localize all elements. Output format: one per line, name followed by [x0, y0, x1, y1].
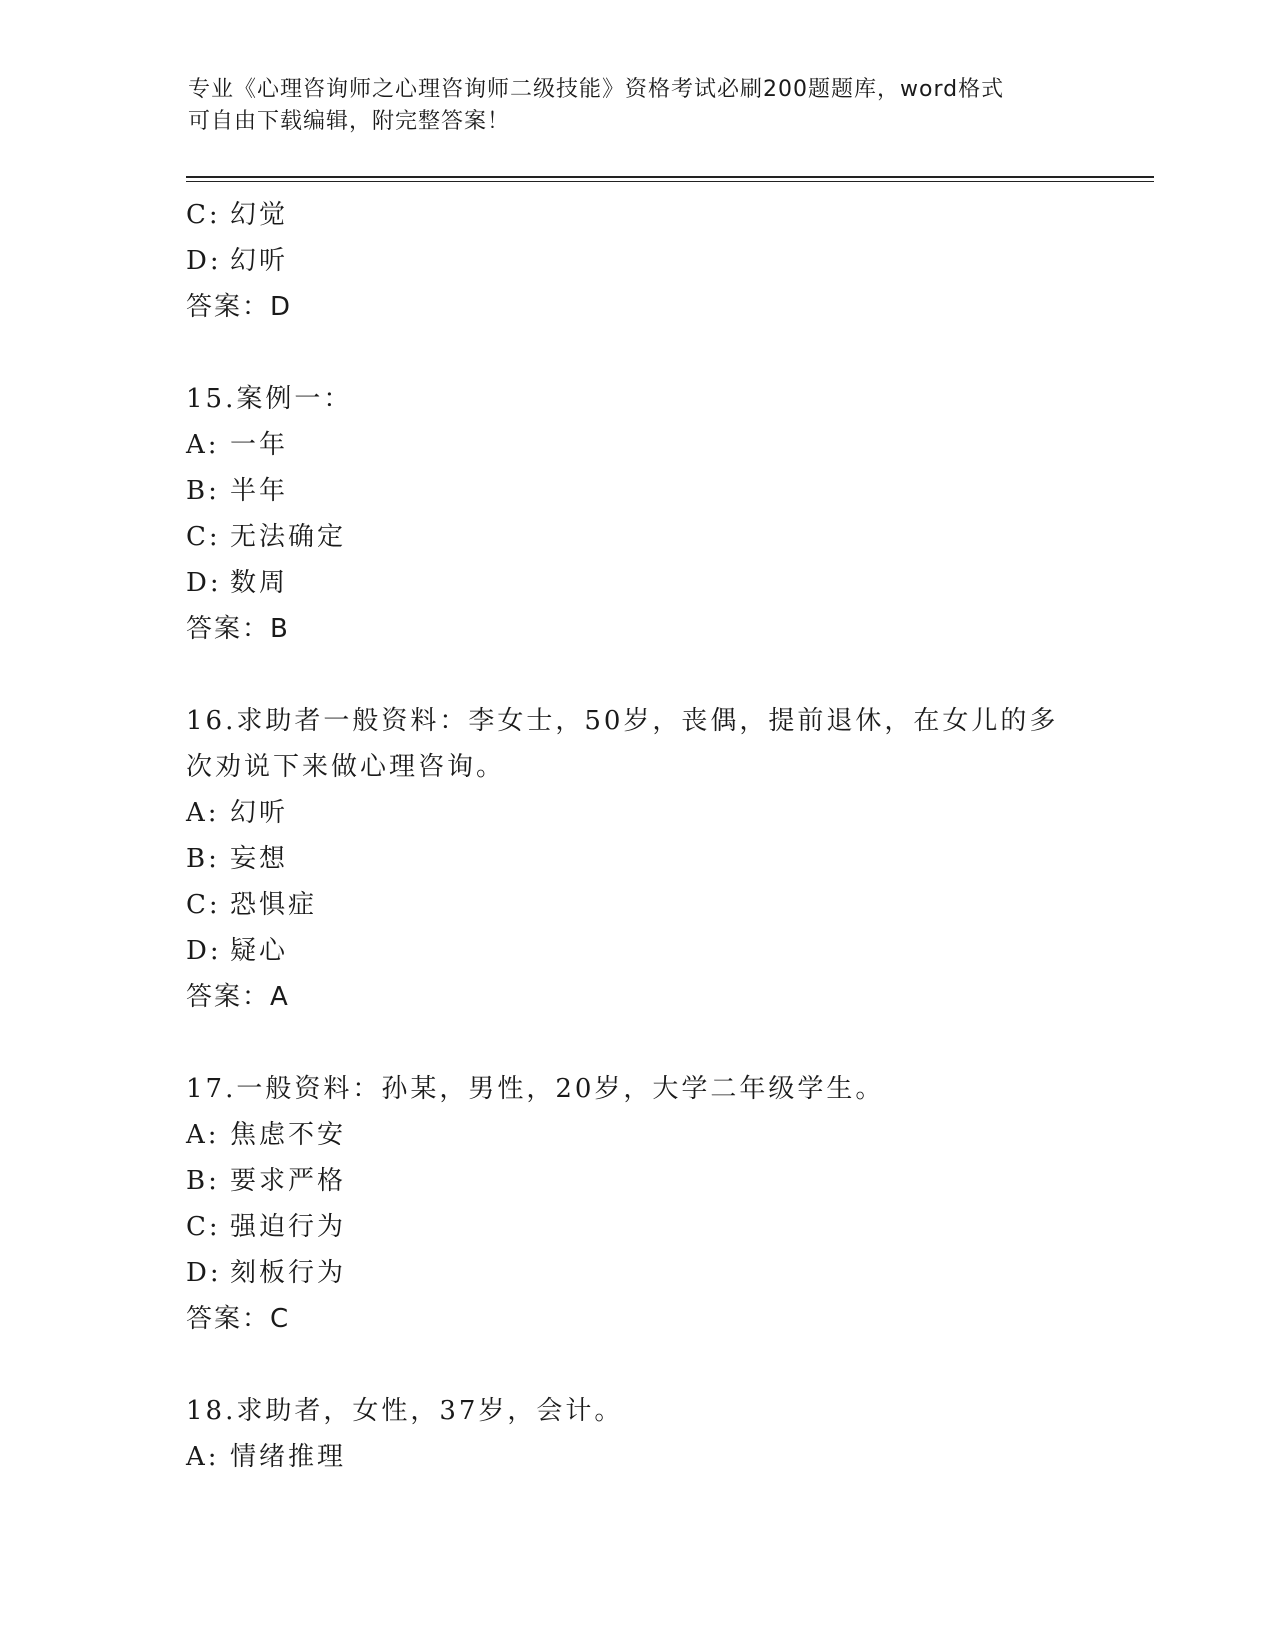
option-label: A: [186, 1120, 220, 1150]
option-text: 幻听 [230, 798, 289, 828]
answer: 答案：A [186, 982, 290, 1012]
option-text: 半年 [230, 476, 289, 506]
option [186, 1112, 1086, 1158]
option [186, 882, 1086, 928]
option-label: C: [186, 1212, 221, 1242]
option [186, 560, 1086, 606]
option-text: 无法确定 [230, 522, 347, 552]
option [186, 192, 1086, 238]
option-label: D: [186, 1258, 222, 1288]
option-text: 一年 [230, 430, 289, 460]
option-text: 数周 [230, 568, 289, 598]
option [186, 1204, 1086, 1250]
option-label: B: [186, 476, 220, 506]
option [186, 1158, 1086, 1204]
question-stem: 15.案例一： [186, 384, 353, 414]
option [186, 468, 1086, 514]
answer: 答案：D [186, 292, 293, 322]
option-label: C: [186, 522, 221, 552]
option-text: 强迫行为 [230, 1212, 347, 1242]
option [186, 836, 1086, 882]
option-text: 焦虑不安 [230, 1120, 347, 1150]
question-stem: 16.求助者一般资料：李女士，50岁，丧偶，提前退休，在女儿的多次劝说下来做心理咨询。 [186, 706, 1059, 782]
option [186, 514, 1086, 560]
question-stem: 17.一般资料：孙某，男性，20岁，大学二年级学生。 [186, 1074, 885, 1104]
option [186, 422, 1086, 468]
document-header [188, 74, 1088, 138]
question-stem: 18.求助者，女性，37岁，会计。 [186, 1396, 624, 1426]
option [186, 790, 1086, 836]
option-label: B: [186, 844, 220, 874]
option-text: 恐惧症 [230, 890, 318, 920]
option-text: 刻板行为 [230, 1258, 347, 1288]
option [186, 1434, 1086, 1480]
option-label: A: [186, 798, 220, 828]
option-label: D: [186, 568, 222, 598]
header-divider-thin [186, 181, 1154, 182]
question-list [186, 192, 1086, 1480]
option-text: 疑心 [230, 936, 289, 966]
option-label: C: [186, 200, 221, 230]
answer: 答案：C [186, 1304, 291, 1334]
option-label: A: [186, 1442, 220, 1472]
option-label: A: [186, 430, 220, 460]
option-label: D: [186, 936, 222, 966]
question-16 [186, 698, 1086, 1020]
question-15 [186, 376, 1086, 652]
option-label: C: [186, 890, 221, 920]
option [186, 1250, 1086, 1296]
option-label: D: [186, 246, 222, 276]
option [186, 238, 1086, 284]
option-text: 情绪推理 [230, 1442, 347, 1472]
option-text: 幻觉 [230, 200, 289, 230]
question-17 [186, 1066, 1086, 1342]
question-18 [186, 1388, 1086, 1480]
option [186, 928, 1086, 974]
header-line-1: 专业《心理咨询师之心理咨询师二级技能》资格考试必刷200题题库，word格式 [188, 77, 1005, 102]
header-line-2: 可自由下载编辑，附完整答案！ [188, 109, 511, 134]
option-text: 幻听 [230, 246, 289, 276]
header-divider [186, 176, 1154, 178]
previous-question-tail [186, 192, 1086, 330]
option-text: 妄想 [230, 844, 289, 874]
answer: 答案：B [186, 614, 290, 644]
option-text: 要求严格 [230, 1166, 347, 1196]
option-label: B: [186, 1166, 220, 1196]
